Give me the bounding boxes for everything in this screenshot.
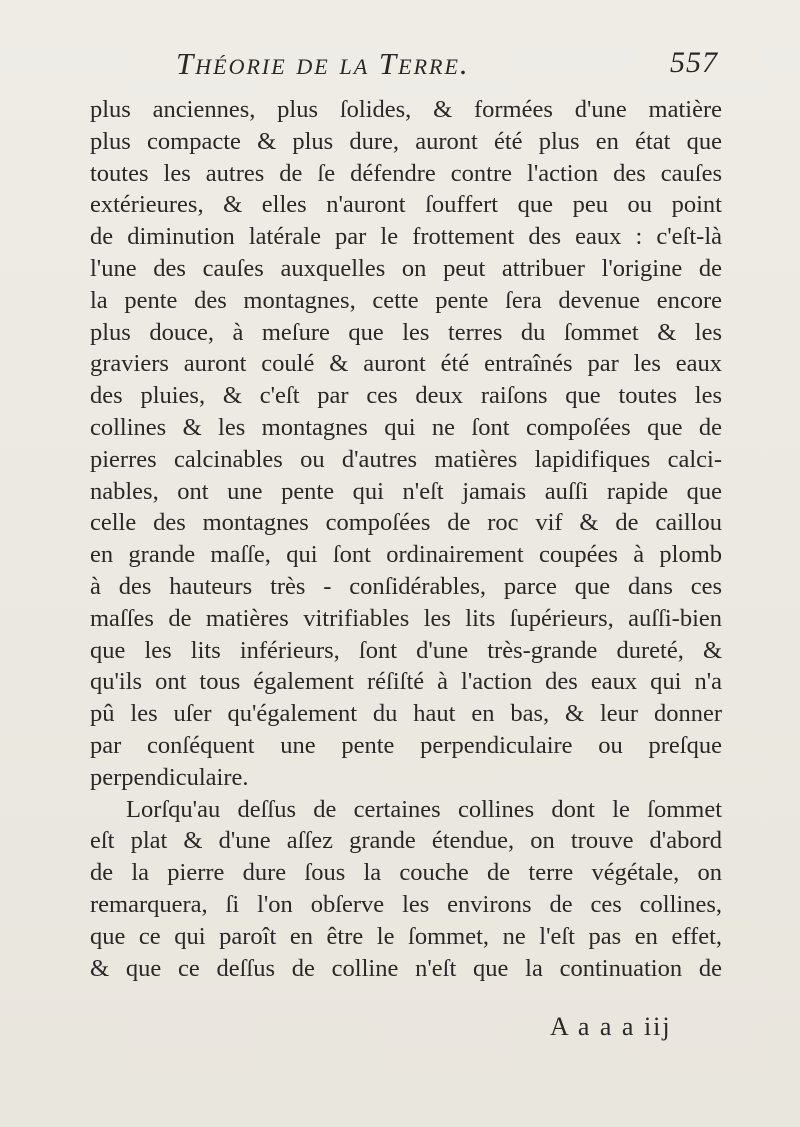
text-line: plus compacte & plus dure, auront été plus en état que xyxy=(90,127,722,155)
text-line: remarquera, ſi l'on obſerve les environs de ces collines, xyxy=(90,890,722,918)
text-line: extérieures, & elles n'auront ſouffert que peu ou point xyxy=(90,191,722,219)
text-line: en grande maſſe, qui ſont ordinairement coupées à plomb xyxy=(90,541,722,569)
page-number: 557 xyxy=(670,46,718,79)
text-line: celle des montagnes compoſées de roc vif & de caillou xyxy=(90,509,722,537)
text-line: de diminution latérale par le frottement des eaux : c'eſt-là xyxy=(90,223,722,251)
text-line: maſſes de matières vitrifiables les lits ſupérieurs, auſſi-bien xyxy=(90,604,722,632)
text-line: des pluies, & c'eſt par ces deux raiſons que toutes les xyxy=(90,382,722,410)
text-line: toutes les autres de ſe défendre contre l'action des cauſes xyxy=(90,159,722,187)
text-line: plus douce, à meſure que les terres du ſommet & les xyxy=(90,318,722,346)
text-line: par conſéquent une pente perpendiculaire ou preſque xyxy=(90,731,722,759)
text-line: plus anciennes, plus ſolides, & formées d'une matière xyxy=(90,96,722,123)
text-line: que les lits inférieurs, ſont d'une très-grande dureté, & xyxy=(90,636,722,664)
text-line: Lorſqu'au deſſus de certaines collines dont le ſommet xyxy=(126,795,722,823)
text-line: graviers auront coulé & auront été entraînés par les eaux xyxy=(90,350,722,378)
text-line: collines & les montagnes qui ne ſont compoſées que de xyxy=(90,413,722,441)
text-line: à des hauteurs très - conſidérables, parce que dans ces xyxy=(90,572,722,600)
text-line: qu'ils ont tous également réſiſté à l'action des eaux qui n'a xyxy=(90,668,722,696)
signature-mark: A a a a iij xyxy=(550,1012,672,1041)
text-line: eſt plat & d'une aſſez grande étendue, on trouve d'abord xyxy=(90,827,722,855)
text-line: l'une des cauſes auxquelles on peut attribuer l'origine de xyxy=(90,254,722,282)
text-line: de la pierre dure ſous la couche de terre végétale, on xyxy=(90,859,722,887)
running-title: Théorie de la Terre. xyxy=(176,46,470,81)
text-line: pierres calcinables ou d'autres matières lapidifiques calci- xyxy=(90,445,722,473)
text-line: & que ce deſſus de colline n'eſt que la continuation de xyxy=(90,954,722,982)
running-head xyxy=(168,46,718,86)
text-line: perpendiculaire. xyxy=(90,763,249,791)
body-text xyxy=(90,94,722,984)
text-line: que ce qui paroît en être le ſommet, ne l'eſt pas en effet, xyxy=(90,922,722,950)
text-line: pû les uſer qu'également du haut en bas, & leur donner xyxy=(90,700,722,728)
text-line: la pente des montagnes, cette pente ſera devenue encore xyxy=(90,286,722,314)
text-line: nables, ont une pente qui n'eſt jamais auſſi rapide que xyxy=(90,477,722,505)
